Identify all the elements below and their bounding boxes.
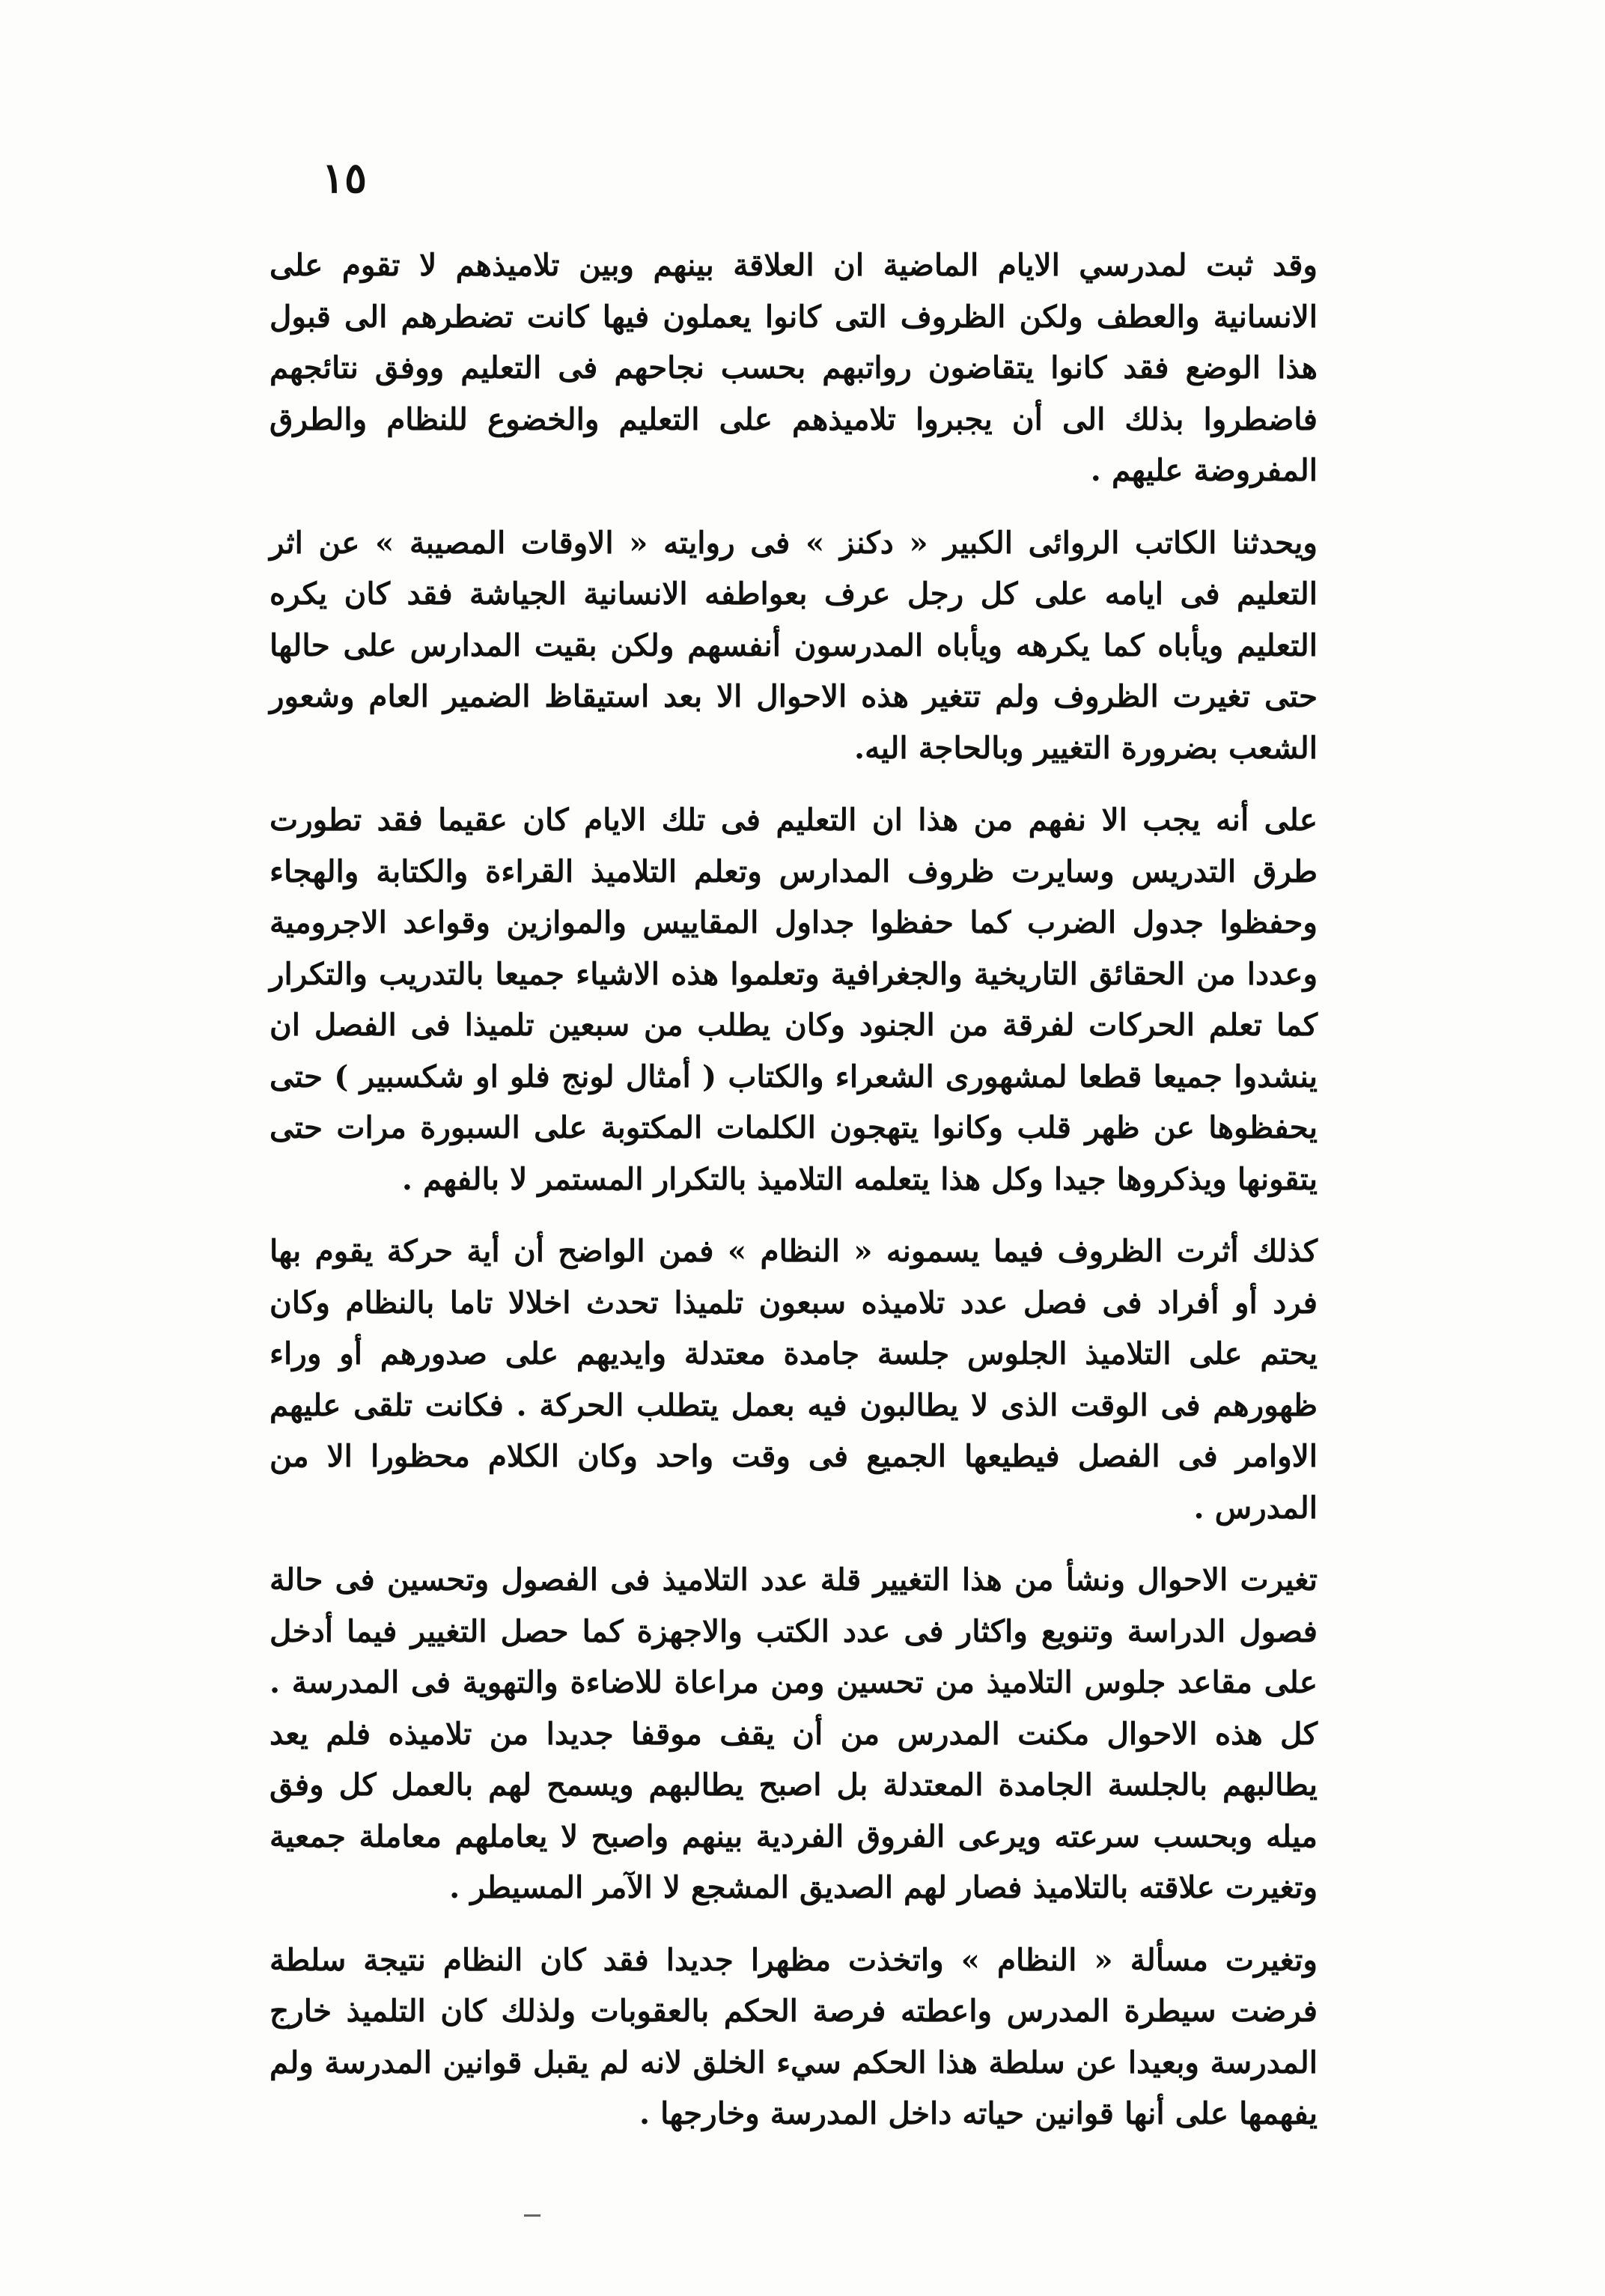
paragraph-3: على أنه يجب الا نفهم من هذا ان التعليم فى تلك الايام كان عقيما فقد تطورت طرق التدريس وسايرت ظروف المدارس وتعلم التلاميذ القراءة والكتابة والهجاء وحفظوا جدول الضرب كما حفظوا جداول المقاييس والموازين وقواعد الاجرومية وعددا من الحقائق التاريخية والجغرافية وتعلموا هذه الاشياء جميعا بالتدريب والتكرار كما تعلم الحركات لفرقة من الجنود وكان يطلب من سبعين تلميذا فى الفصل ان ينشدوا جميعا قطعا لمشهورى الشعراء والكتاب ( أمثال لونج فلو او شكسبير ) حتى يحفظوها عن ظهر قلب وكانوا يتهجون الكلمات المكتوبة على السبورة مرات حتى يتقونها ويذكروها جيدا وكل هذا يتعلمه التلاميذ بالتكرار المستمر لا بالفهم . [269, 802, 1318, 1197]
scan-mark [524, 2214, 540, 2217]
paragraph-2: ويحدثنا الكاتب الروائى الكبير « دكنز » فى روايته « الاوقات المصيبة » عن اثر التعليم فى ايامه على كل رجل عرف بعواطفه الانسانية الجياشة فقد كان يكره التعليم ويأباه كما يكرهه ويأباه المدرسون أنفسهم ولكن بقيت المدارس على حالها حتى تغيرت الظروف ولم تتغير هذه الاحوال الا بعد استيقاظ الضمير العام وشعور الشعب بضرورة التغيير وبالحاجة اليه. [269, 524, 1318, 766]
paragraph-6: وتغيرت مسألة « النظام » واتخذت مظهرا جديدا فقد كان النظام نتيجة سلطة فرضت سيطرة المدرس واعطته فرصة الحكم بالعقوبات ولذلك كان التلميذ خارج المدرسة وبعيدا عن سلطة هذا الحكم سيء الخلق لانه لم يقبل قوانين المدرسة ولم يفهمها على أنها قوانين حياته داخل المدرسة وخارجها . [269, 1941, 1318, 2131]
page-number: ١٥ [321, 153, 368, 203]
paragraph-1: وقد ثبت لمدرسي الايام الماضية ان العلاقة بينهم وبين تلاميذهم لا تقوم على الانسانية والعطف ولكن الظروف التى كانوا يعملون فيها كانت تضطرهم الى قبول هذا الوضع فقد كانوا يتقاضون رواتبهم بحسب نجاحهم فى التعليم ووفق نتائجهم فاضطروا بذلك الى أن يجبروا تلاميذهم على التعليم والخضوع للنظام والطرق المفروضة عليهم . [269, 247, 1318, 488]
paragraph-5: تغيرت الاحوال ونشأ من هذا التغيير قلة عدد التلاميذ فى الفصول وتحسين فى حالة فصول الدراسة وتنويع واكثار فى عدد الكتب والاجهزة كما حصل التغيير فيما أدخل على مقاعد جلوس التلاميذ من تحسين ومن مراعاة للاضاءة والتهوية فى المدرسة . كل هذه الاحوال مكنت المدرس من أن يقف موقفا جديدا من تلاميذه فلم يعد يطالبهم بالجلسة الجامدة المعتدلة بل اصبح يطالبهم ويسمح لهم بالعمل كل وفق ميله وبحسب سرعته ويرعى الفروق الفردية بينهم واصبح لا يعاملهم معاملة جمعية وتغيرت علاقته بالتلاميذ فصار لهم الصديق المشجع لا الآمر المسيطر . [269, 1562, 1318, 1905]
paragraph-4: كذلك أثرت الظروف فيما يسمونه « النظام » فمن الواضح أن أية حركة يقوم بها فرد أو أفراد فى فصل عدد تلاميذه سبعون تلميذا تحدث اخلالا تاما بالنظام وكان يحتم على التلاميذ الجلوس جلسة جامدة معتدلة وايديهم على صدورهم أو وراء ظهورهم فى الوقت الذى لا يطالبون فيه بعمل يتطلب الحركة . فكانت تلقى عليهم الاوامر فى الفصل فيطيعها الجميع فى وقت واحد وكان الكلام محظورا الا من المدرس . [269, 1233, 1318, 1526]
body-text [269, 240, 1318, 2161]
